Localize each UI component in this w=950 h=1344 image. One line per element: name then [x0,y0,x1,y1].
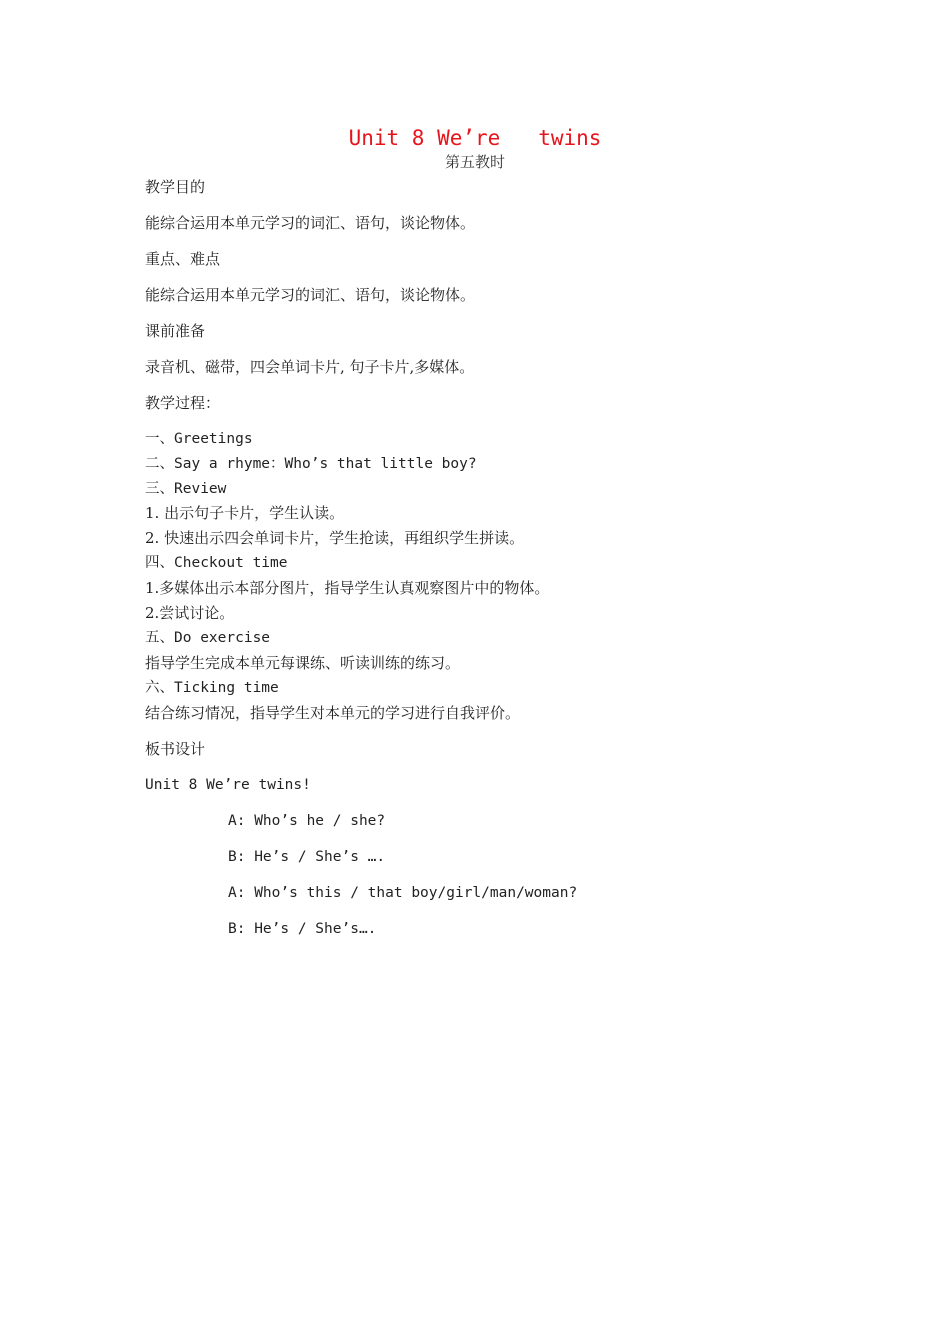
step-line: 指导学生完成本单元每课练、听读训练的练习。 [145,654,461,672]
board-line: B: He’s / She’s…. [228,921,377,937]
document-title: Unit 8 We’re twins [348,126,602,150]
step-line: 1. 出示句子卡片，学生认读。 [145,504,345,522]
step-line: 五、Do exercise [145,630,271,646]
step-line: 一、Greetings [145,431,253,447]
step-line: 2.尝试讨论。 [145,604,235,622]
step-line: 二、Say a rhyme：Who’s that little boy? [145,456,477,472]
board-heading: 板书设计 [145,740,206,758]
step-line: 三、Review [145,481,227,497]
objective-text: 能综合运用本单元学习的词汇、语句，谈论物体。 [145,214,476,232]
process-heading: 教学过程： [145,394,221,412]
board-line: A: Who’s he / she? [228,813,386,829]
keypoints-text: 能综合运用本单元学习的词汇、语句，谈论物体。 [145,286,476,304]
board-line: B: He’s / She’s …. [228,849,386,865]
step-line: 1.多媒体出示本部分图片，指导学生认真观察图片中的物体。 [145,579,550,597]
board-title: Unit 8 We’re twins! [145,777,311,793]
prep-text: 录音机、磁带，四会单词卡片, 句子卡片,多媒体。 [145,358,475,376]
board-line: A: Who’s this / that boy/girl/man/woman? [228,885,578,901]
step-line: 六、Ticking time [145,680,279,696]
step-line: 四、Checkout time [145,555,288,571]
objective-heading: 教学目的 [145,178,206,196]
step-line: 2. 快速出示四会单词卡片，学生抢读，再组织学生拼读。 [145,529,525,547]
document-subtitle: 第五教时 [444,153,505,171]
keypoints-heading: 重点、难点 [145,250,221,268]
prep-heading: 课前准备 [145,322,206,340]
step-line: 结合练习情况，指导学生对本单元的学习进行自我评价。 [145,704,521,722]
